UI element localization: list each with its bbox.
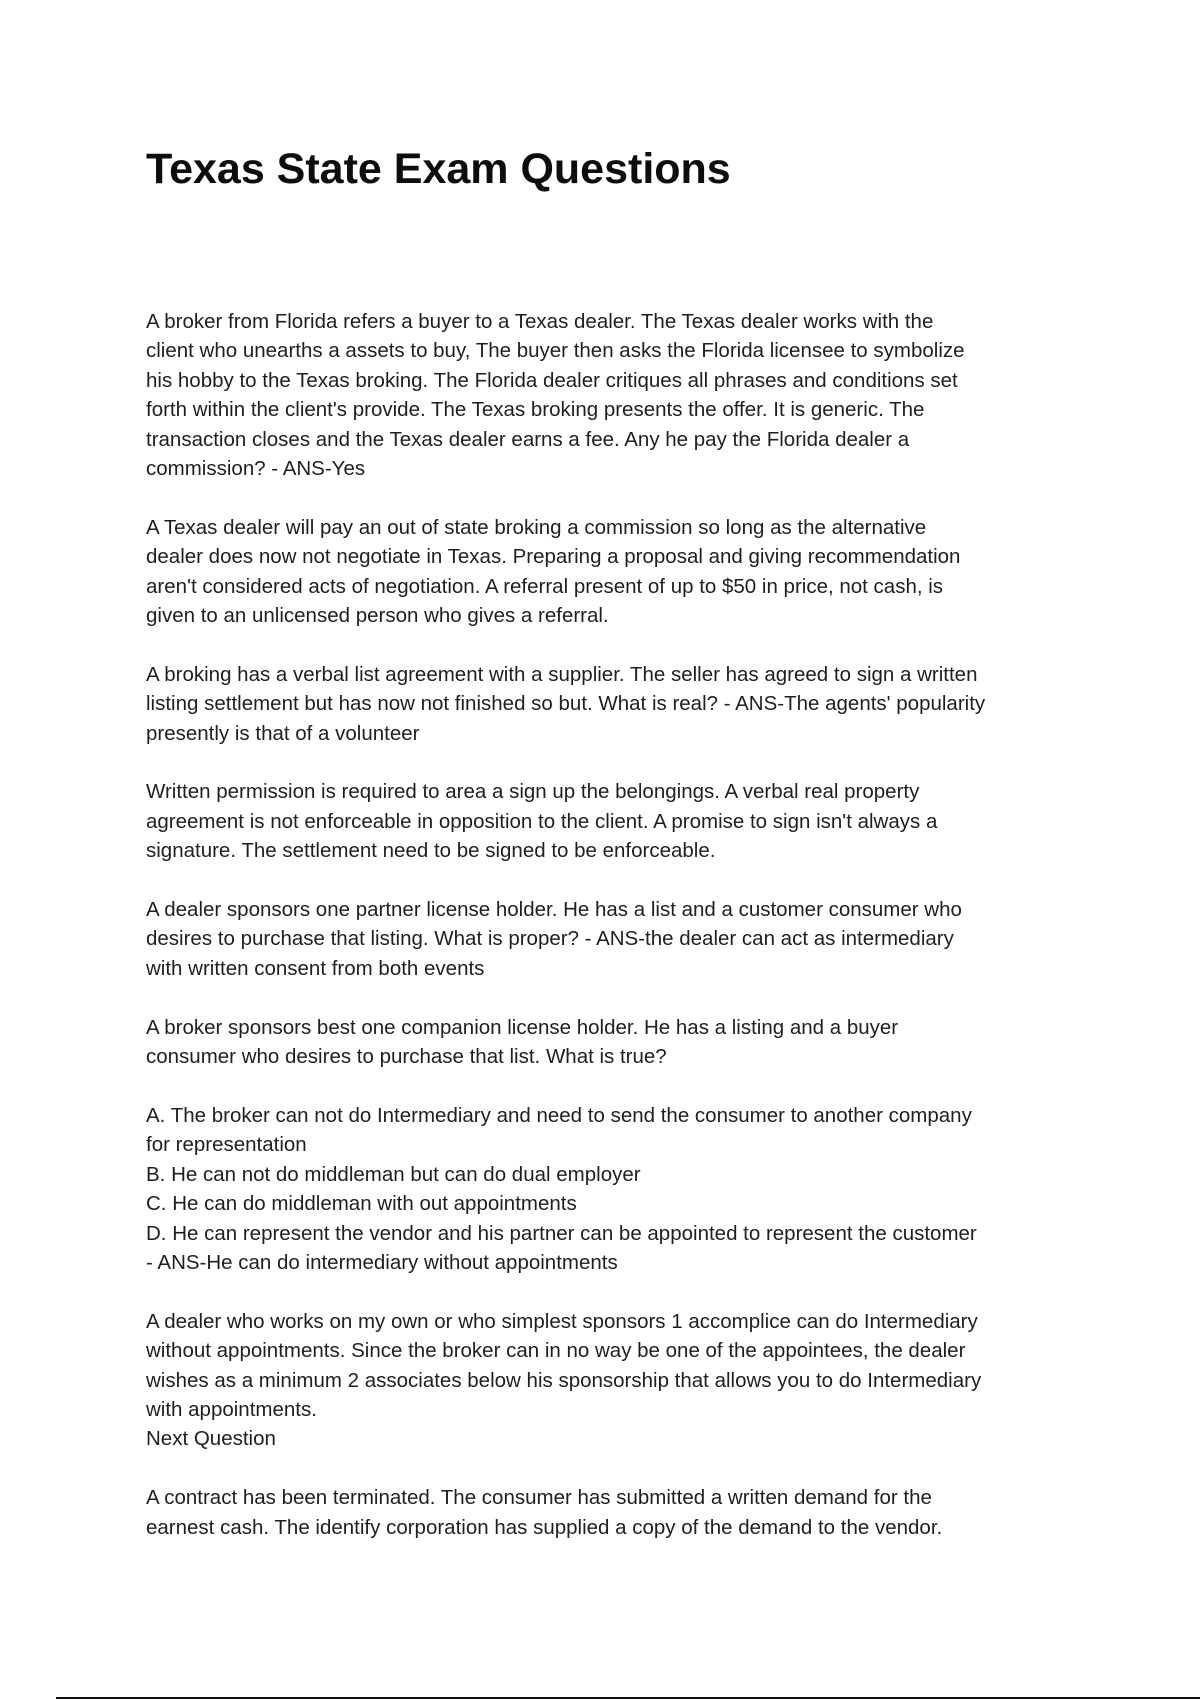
- paragraph-out-of-state-commission: [146, 513, 1086, 631]
- text-line: with written consent from both events: [146, 956, 485, 980]
- text-line: A broker sponsors best one companion license holder. He has a listing and a buyer: [146, 1015, 899, 1039]
- option-b: B. He can not do middleman but can do dual employer: [146, 1162, 641, 1186]
- paragraph-written-permission: [146, 777, 1086, 865]
- text-line: transaction closes and the Texas dealer earns a fee. Any he pay the Florida dealer a: [146, 427, 910, 451]
- text-line: A dealer sponsors one partner license holder. He has a list and a customer consumer who: [146, 898, 962, 922]
- text-line: signature. The settlement need to be signed to be enforceable.: [146, 839, 716, 863]
- option-a-continued: for representation: [146, 1133, 307, 1157]
- text-line: with appointments.: [146, 1397, 317, 1421]
- text-line: A broker from Florida refers a buyer to a Texas dealer. The Texas dealer works with the: [146, 310, 934, 333]
- text-line: consumer who desires to purchase that list. What is true?: [146, 1045, 667, 1069]
- paragraph-companion-question: [146, 1013, 1086, 1072]
- text-line: A Texas dealer will pay an out of state broking a commission so long as the alternative: [146, 515, 927, 539]
- option-c: C. He can do middleman with out appointments: [146, 1192, 577, 1216]
- bottom-divider: [56, 1697, 1200, 1699]
- paragraph-contract-terminated: [146, 1483, 1086, 1542]
- text-line: aren't considered acts of negotiation. A referral present of up to $50 in price, not cash, is: [146, 574, 944, 598]
- paragraph-one-partner-intermediary: [146, 895, 1086, 983]
- text-line: desires to purchase that listing. What is proper? - ANS-the dealer can act as intermediary: [146, 927, 954, 951]
- paragraph-florida-referral: [146, 307, 1086, 483]
- option-a: A. The broker can not do Intermediary and need to send the consumer to another company: [146, 1103, 972, 1127]
- answer-line: - ANS-He can do intermediary without appointments: [146, 1250, 618, 1274]
- text-line: client who unearths a assets to buy, The buyer then asks the Florida licensee to symbolize: [146, 339, 965, 363]
- text-line: A contract has been terminated. The consumer has submitted a written demand for the: [146, 1486, 932, 1510]
- text-line: earnest cash. The identify corporation has supplied a copy of the demand to the vendor.: [146, 1515, 943, 1539]
- text-line: dealer does now not negotiate in Texas. Preparing a proposal and giving recommendation: [146, 545, 961, 569]
- text-line: agreement is not enforceable in opposition to the client. A promise to sign isn't always a: [146, 809, 938, 833]
- paragraph-verbal-listing: [146, 660, 1086, 748]
- text-line: commission? - ANS-Yes: [146, 457, 366, 481]
- text-line: wishes as a minimum 2 associates below his sponsorship that allows you to do Intermediary: [146, 1368, 982, 1392]
- text-line: Written permission is required to area a sign up the belongings. A verbal real property: [146, 780, 920, 804]
- text-line: given to an unlicensed person who gives a referral.: [146, 604, 609, 628]
- text-line: presently is that of a volunteer: [146, 721, 420, 745]
- text-line: A broking has a verbal list agreement with a supplier. The seller has agreed to sign a written: [146, 662, 978, 686]
- page-title: Texas State Exam Questions: [146, 145, 731, 193]
- paragraph-appointments-explanation: [146, 1307, 1086, 1454]
- option-d: D. He can represent the vendor and his partner can be appointed to represent the customer: [146, 1221, 977, 1245]
- text-line: his hobby to the Texas broking. The Florida dealer critiques all phrases and conditions set: [146, 368, 958, 392]
- text-line: forth within the client's provide. The Texas broking presents the offer. It is generic. The: [146, 398, 925, 422]
- text-line: without appointments. Since the broker can in no way be one of the appointees, the dealer: [146, 1339, 966, 1363]
- next-question-label: Next Question: [146, 1427, 276, 1451]
- text-line: listing settlement but has now not finished so but. What is real? - ANS-The agents' popularity: [146, 692, 986, 716]
- text-line: A dealer who works on my own or who simplest sponsors 1 accomplice can do Intermediary: [146, 1309, 978, 1333]
- document-body: [146, 307, 1086, 1571]
- paragraph-answer-options: [146, 1101, 1086, 1277]
